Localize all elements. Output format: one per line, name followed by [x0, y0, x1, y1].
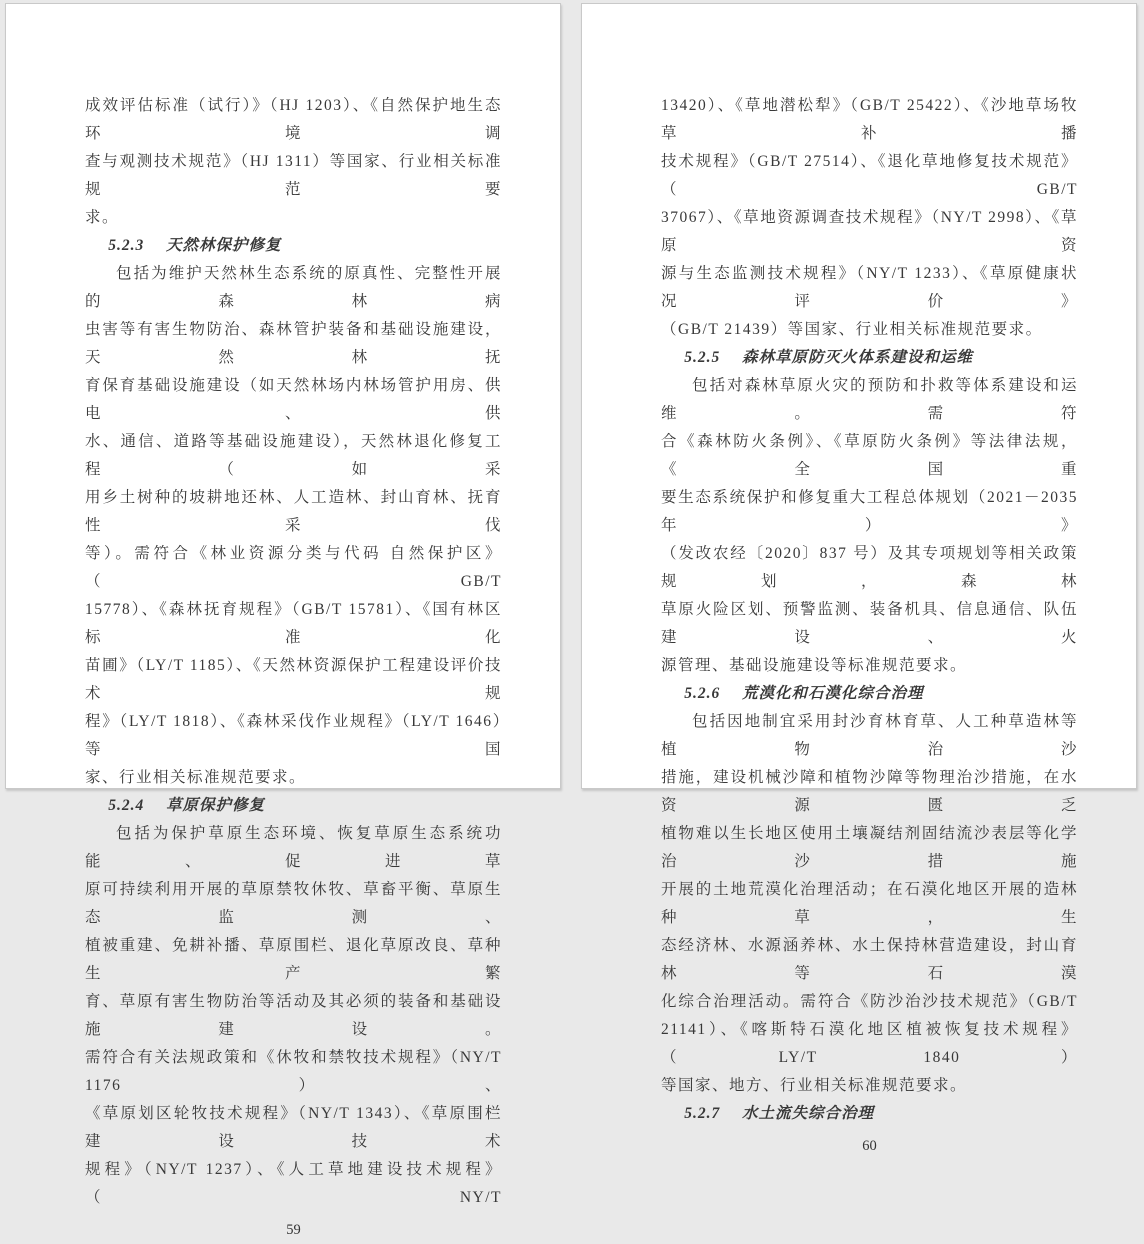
text-line: 包括为保护草原生态环境、恢复草原生态系统功能、促进草 — [85, 825, 502, 870]
text-line: 技术规程》（GB/T 27514）、《退化草地修复技术规范》（GB/T — [661, 153, 1078, 198]
text-line: 苗圃》（LY/T 1185）、《天然林资源保护工程建设评价技术规 — [85, 657, 502, 702]
page-number: 60 — [862, 1138, 877, 1154]
text-line: （发改农经〔2020〕837 号）及其专项规划等相关政策规划，森林 — [661, 545, 1078, 590]
section-number: 5.2.3 — [108, 237, 145, 254]
text-line: 原可持续利用开展的草原禁牧休牧、草畜平衡、草原生态监测、 — [85, 881, 502, 926]
text-line: 用乡土树种的坡耕地还林、人工造林、封山育林、抚育性采伐 — [85, 489, 502, 534]
text-line: 化综合治理活动。需符合《防沙治沙技术规范》（GB/T — [661, 993, 1078, 1010]
document-page-right — [581, 3, 1137, 1154]
text-line: 育、草原有害生物防治等活动及其必须的装备和基础设施建设。 — [85, 993, 502, 1038]
section-title: 水土流失综合治理 — [741, 1105, 874, 1122]
document-page-left — [5, 3, 561, 1238]
text-line: 查与观测技术规范》（HJ 1311）等国家、行业相关标准规范要 — [85, 153, 502, 198]
text-line: 包括因地制宜采用封沙育林育草、人工种草造林等植物治沙 — [661, 713, 1078, 758]
text-line: 规程》（NY/T 1237）、《人工草地建设技术规程》（NY/T — [85, 1161, 502, 1206]
section-number: 5.2.7 — [684, 1105, 721, 1122]
section-heading — [661, 344, 1078, 372]
text-line: 要生态系统保护和修复重大工程总体规划（2021－2035 年）》 — [661, 489, 1078, 534]
text-line: 植物难以生长地区使用土壤凝结剂固结流沙表层等化学治沙措施 — [661, 825, 1078, 870]
section-title: 天然林保护修复 — [165, 237, 282, 254]
text-line: 水、通信、道路等基础设施建设），天然林退化修复工程（如采 — [85, 433, 502, 478]
text-line: 15778）、《森林抚育规程》（GB/T 15781）、《国有林区标准化 — [85, 601, 502, 646]
section-title: 荒漠化和石漠化综合治理 — [741, 685, 924, 702]
section-heading — [661, 680, 1078, 708]
section-title: 草原保护修复 — [165, 797, 265, 814]
text-line: 虫害等有害生物防治、森林管护装备和基础设施建设，天然林抚 — [85, 321, 502, 366]
text-line: 草原火险区划、预警监测、装备机具、信息通信、队伍建设、火 — [661, 601, 1078, 646]
text-line: 等）。需符合《林业资源分类与代码 自然保护区》（GB/T — [85, 545, 502, 590]
section-heading — [85, 232, 502, 260]
text-line: 开展的土地荒漠化治理活动；在石漠化地区开展的造林种草，生 — [661, 881, 1078, 926]
text-line: 37067）、《草地资源调查技术规程》（NY/T 2998）、《草原资 — [661, 209, 1078, 254]
text-line: 植被重建、免耕补播、草原围栏、退化草原改良、草种生产繁 — [85, 937, 502, 982]
text-line: 《草原划区轮牧技术规程》（NY/T 1343）、《草原围栏建设技术 — [85, 1105, 502, 1150]
text-line: 等国家、地方、行业相关标准规范要求。 — [661, 1077, 968, 1094]
text-line: 合《森林防火条例》、《草原防火条例》等法律法规，《全国重 — [661, 433, 1078, 478]
section-number: 5.2.4 — [108, 797, 145, 814]
section-heading — [661, 1100, 1078, 1128]
text-line: 育保育基础设施建设（如天然林场内林场管护用房、供电、供 — [85, 377, 502, 422]
text-line: 21141）、《喀斯特石漠化地区植被恢复技术规程》（LY/T 1840） — [661, 1021, 1078, 1066]
section-heading — [85, 792, 502, 820]
text-line: 源与生态监测技术规程》（NY/T 1233）、《草原健康状况评价》 — [661, 265, 1078, 310]
text-line: 成效评估标准（试行）》（HJ 1203）、《自然保护地生态环境调 — [85, 97, 502, 142]
section-number: 5.2.5 — [684, 349, 721, 366]
text-line: 态经济林、水源涵养林、水土保持林营造建设，封山育林等石漠 — [661, 937, 1078, 982]
text-line: 需符合有关法规政策和《休牧和禁牧技术规程》（NY/T 1176）、 — [85, 1049, 502, 1094]
text-line: 求。 — [85, 209, 120, 226]
text-line: 包括为维护天然林生态系统的原真性、完整性开展的森林病 — [85, 265, 502, 310]
text-line: （GB/T 21439）等国家、行业相关标准规范要求。 — [661, 321, 1043, 338]
text-line: 包括对森林草原火灾的预防和扑救等体系建设和运维。需符 — [661, 377, 1078, 422]
text-line: 源管理、基础设施建设等标准规范要求。 — [661, 657, 968, 674]
page-number: 59 — [286, 1222, 301, 1238]
text-line: 措施，建设机械沙障和植物沙障等物理治沙措施，在水资源匮乏 — [661, 769, 1078, 814]
section-title: 森林草原防灭火体系建设和运维 — [741, 349, 973, 366]
text-line: 13420）、《草地潜松犁》（GB/T 25422）、《沙地草场牧草补播 — [661, 97, 1078, 142]
text-line: 家、行业相关标准规范要求。 — [85, 769, 307, 786]
text-line: 程》（LY/T 1818）、《森林采伐作业规程》（LY/T 1646）等国 — [85, 713, 502, 758]
section-number: 5.2.6 — [684, 685, 721, 702]
